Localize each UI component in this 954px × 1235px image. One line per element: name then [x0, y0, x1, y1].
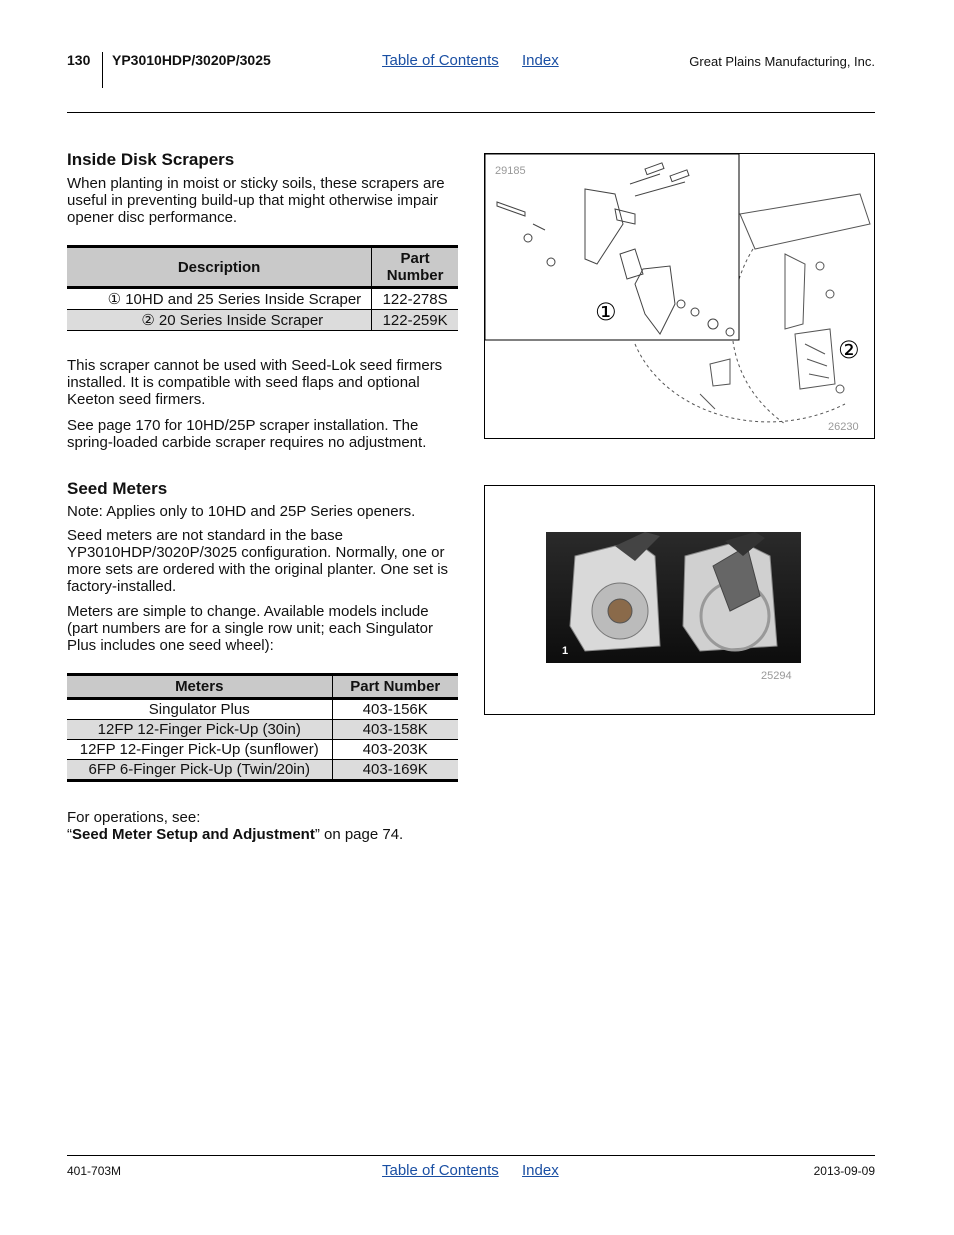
row-part: 122-259K	[372, 310, 458, 331]
figure2-number: 25294	[761, 670, 792, 682]
table-row	[67, 740, 458, 760]
figure1-number-right: 26230	[828, 421, 859, 433]
col-meters-header: Meters	[67, 675, 332, 699]
table-row	[67, 720, 458, 740]
table-row	[67, 288, 458, 310]
document-title: YP3010HDP/3020P/3025	[112, 52, 271, 68]
row-part: 403-158K	[332, 720, 458, 740]
row-part: 403-156K	[332, 699, 458, 720]
scrapers-table	[67, 245, 458, 331]
seed-meter-figure	[484, 485, 875, 715]
footer-toc-link[interactable]: Table of Contents	[382, 1162, 499, 1179]
meters-para2: Meters are simple to change. Available models include (part numbers are for a single row unit; each Singulator Plus includes one seed wheel):	[67, 603, 434, 654]
footer-rule	[67, 1155, 875, 1156]
row-meter: Singulator Plus	[67, 699, 332, 720]
doc-date: 2013-09-09	[813, 1164, 875, 1178]
row-meter: 6FP 6-Finger Pick-Up (Twin/20in)	[67, 760, 332, 781]
table-row	[67, 760, 458, 781]
header-index-link[interactable]: Index	[522, 52, 559, 69]
scraper-diagram	[485, 154, 874, 438]
meters-note: Note: Applies only to 10HD and 25P Series openers.	[67, 503, 416, 520]
company-name: Great Plains Manufacturing, Inc.	[689, 54, 875, 69]
photo-label: 1	[562, 645, 569, 657]
table-row	[67, 310, 458, 331]
header-divider	[102, 52, 103, 88]
row-description: ① 10HD and 25 Series Inside Scraper	[67, 288, 372, 310]
meters-table	[67, 673, 458, 782]
ops-link[interactable]: Seed Meter Setup and Adjustment	[72, 826, 315, 843]
meters-para1: Seed meters are not standard in the base YP3010HDP/3020P/3025 configuration. Normally, one or more sets are ordered with the original planter. One set is factory-installed.	[67, 527, 449, 595]
section-heading-meters: Seed Meters	[67, 479, 168, 498]
table-row	[67, 699, 458, 720]
callout-2: ②	[838, 336, 860, 364]
footer-index-link[interactable]: Index	[522, 1162, 559, 1179]
row-part: 403-169K	[332, 760, 458, 781]
ops-intro: For operations, see:	[67, 809, 201, 826]
page-number: 130	[67, 52, 91, 68]
row-part: 122-278S	[372, 288, 458, 310]
row-description: ② 20 Series Inside Scraper	[67, 310, 372, 331]
ops-reference[interactable]: “Seed Meter Setup and Adjustment” on page 74.	[67, 826, 404, 843]
col-part-header: Part Number	[372, 247, 458, 288]
callout-1: ①	[595, 298, 617, 326]
row-part: 403-203K	[332, 740, 458, 760]
figure1-number-left: 29185	[495, 165, 526, 177]
scrapers-para1: This scraper cannot be used with Seed-Lok seed firmers installed. It is compatible with seed flaps and optional Keeton seed firmers.	[67, 357, 443, 408]
row-meter: 12FP 12-Finger Pick-Up (30in)	[67, 720, 332, 740]
row-meter: 12FP 12-Finger Pick-Up (sunflower)	[67, 740, 332, 760]
scrapers-para2: See page 170 for 10HD/25P scraper installation. The spring-loaded carbide scraper requires no adjustment.	[67, 417, 427, 451]
doc-number: 401-703M	[67, 1164, 122, 1178]
scrapers-intro: When planting in moist or sticky soils, these scrapers are useful in preventing build-up that might otherwise impair opener disc performance.	[67, 175, 445, 226]
header-toc-link[interactable]: Table of Contents	[382, 52, 499, 69]
section-heading-scrapers: Inside Disk Scrapers	[67, 150, 235, 169]
col-description-header: Description	[67, 247, 372, 288]
seed-meter-photo	[485, 486, 874, 714]
header-rule	[67, 112, 875, 113]
scraper-figure	[484, 153, 875, 439]
col-part-number-header: Part Number	[332, 675, 458, 699]
